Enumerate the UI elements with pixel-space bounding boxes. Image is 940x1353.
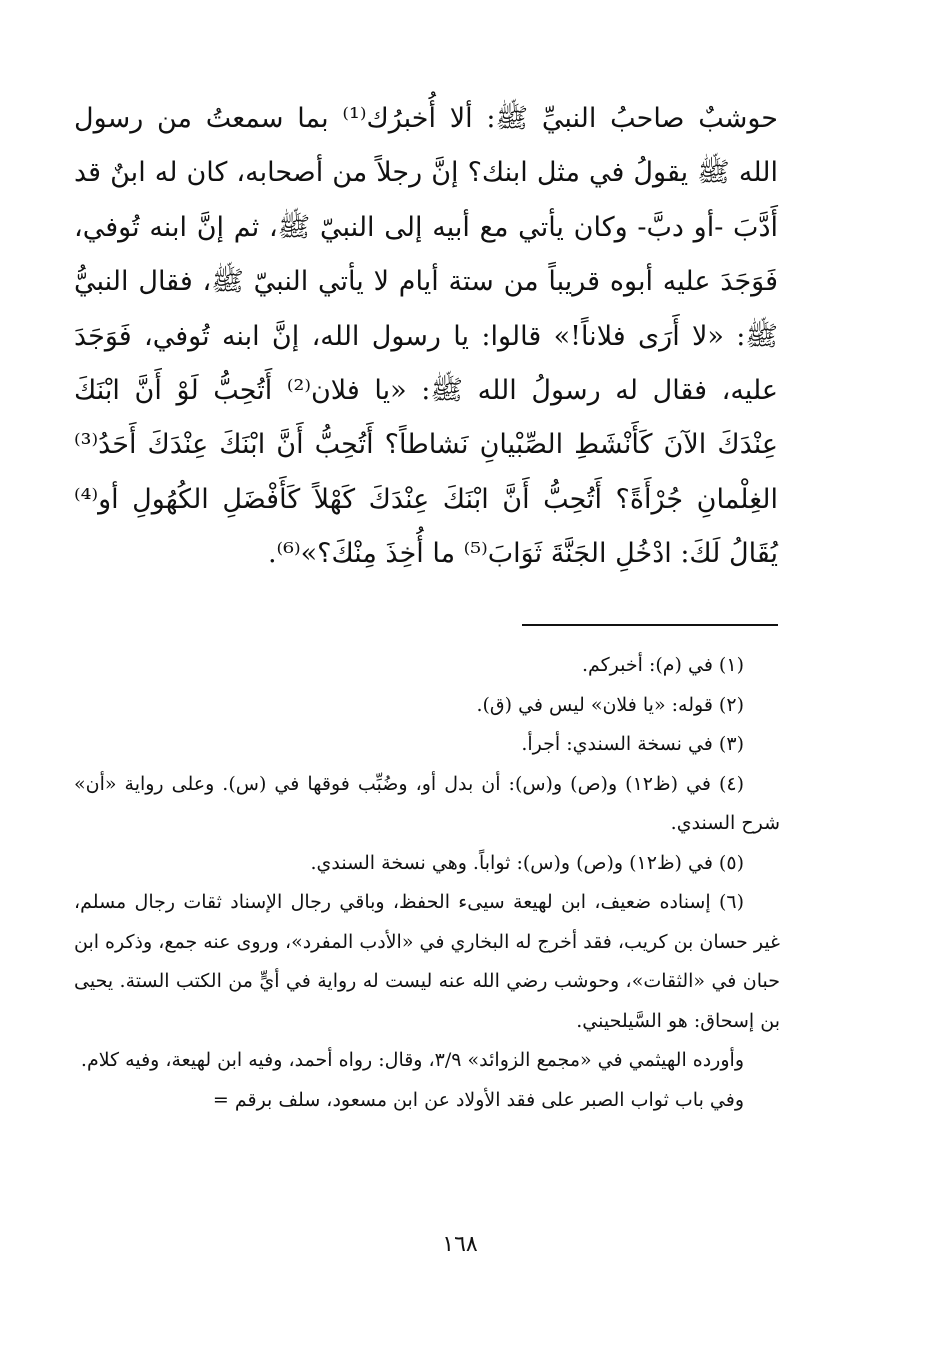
footnote-separator (522, 624, 778, 626)
footnote-2: (٢) قوله: «يا فلان» ليس في (ق). (476, 693, 744, 716)
footnote-3: (٣) في نسخة السندي: أجرأ. (521, 733, 744, 755)
main-text-block (74, 92, 778, 582)
footnote-5: (٥) في (ظ١٢) و(ص) و(س): ثواباً. وهي نسخة السندي. (310, 851, 744, 874)
footnote-6: (٦) إسناده ضعيف، ابن لهيعة سيىء الحفظ، وباقي رجال الإسناد ثقات رجال مسلم، غير حسان بن كريب، فقد أخرج له البخاري في «الأدب المفرد»، وروى عنه جمع، وذكره ابن حبان في «الثقات»، وحوشب رضي الله عنه ليست له رواية في أيٍّ من الكتب الستة. يحيى بن إسحاق: هو السَّيلحيني. (73, 891, 780, 1032)
hadith-paragraph: حوشبٌ صاحبُ النبيِّ ﷺ: ألا أُخبرُك⁽¹⁾ بما سمعتُ من رسول الله ﷺ يقولُ في مثل ابنك؟ إنَّ رجلاً من أصحابه، كان له ابنٌ قد أَدَّبَ -أو دبَّ- وكان يأتي مع أبيه إلى النبيّ ﷺ، ثم إنَّ ابنه تُوفي، فَوَجَدَ عليه أبوه قريباً من ستة أيام لا يأتي النبيّ ﷺ، فقال النبيُّ ﷺ: «لا أَرَى فلاناً!» قالوا: يا رسول الله، إنَّ ابنه تُوفي، فَوَجَدَ عليه، فقال له رسولُ الله ﷺ: «يا فلان⁽²⁾ أَتُحِبُّ لَوْ أَنَّ ابْنَكَ عِنْدَكَ الآنَ كَأَنْشَطِ الصِّبْيانِ نَشاطاً؟ أَتُحِبُّ أَنَّ ابْنَكَ عِنْدَكَ أَحَدُ⁽³⁾ الغِلْمانِ جُرْأَةً؟ أَتُحِبُّ أَنَّ ابْنَكَ عِنْدَكَ كَهْلاً كَأَفْضَلِ الكُهُولِ أو⁽⁴⁾ يُقَالُ لَكَ: ادْخُلِ الجَنَّةَ ثَوَابَ⁽⁵⁾ ما أُخِذَ مِنْكَ؟»⁽⁶⁾. (74, 103, 778, 570)
footnotes-block (74, 646, 780, 1120)
footnote-4: (٤) في (ظ١٢) و(ص) و(س): أن بدل أو، وضُبِّب فوقها في (س). وعلى رواية «أن» شرح السندي. (74, 772, 780, 834)
footnote-6-continuation: وأورده الهيثمي في «مجمع الزوائد» ٣/٩، وقال: رواه أحمد، وفيه ابن لهيعة، وفيه كلام. (80, 1049, 744, 1071)
footnote-6-continuation-2: وفي باب ثواب الصبر على فقد الأولاد عن ابن مسعود، سلف برقم = (212, 1088, 744, 1111)
page-number: ١٦٨ (442, 1232, 478, 1257)
footnote-1: (١) في (م): أخبركم. (581, 654, 744, 676)
